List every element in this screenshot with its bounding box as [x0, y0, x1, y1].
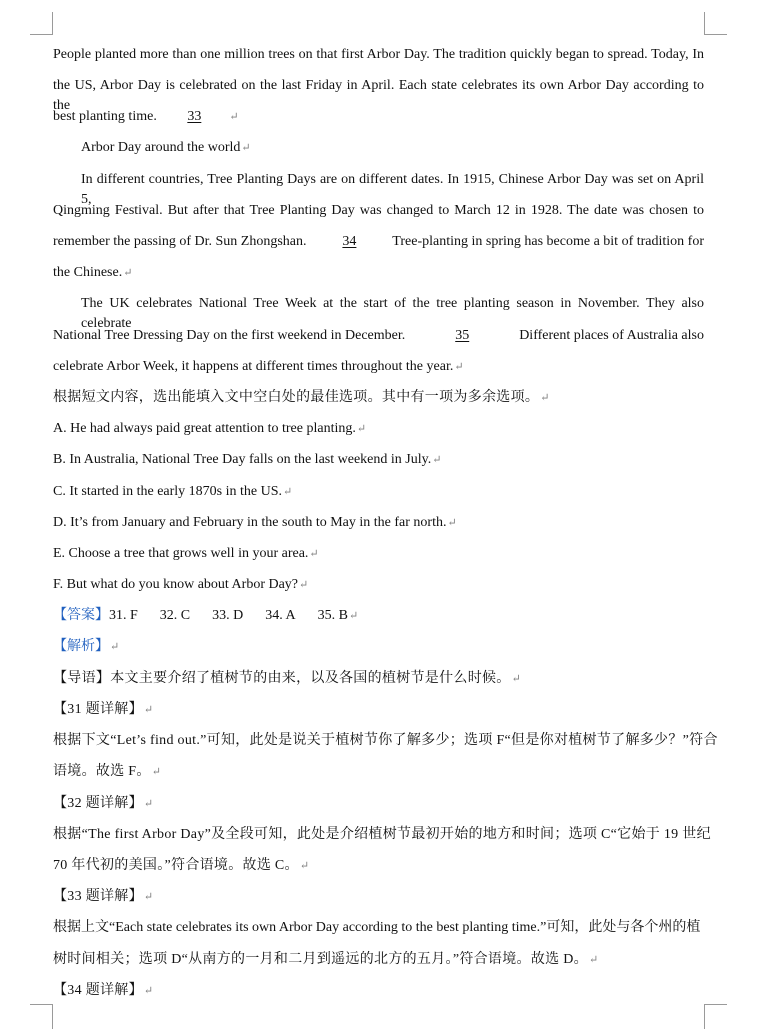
paragraph-mark-icon: ↵: [309, 548, 319, 560]
q32-line: 根据“The first Arbor Day”及全段可知，此处是介绍植树节最初开始的地方和时间；选项 C“它始于 19 世纪: [53, 827, 711, 842]
option-e: [53, 544, 704, 564]
passage-text: best planting time.: [53, 109, 157, 124]
passage-line: People planted more than one million trees on that first Arbor Day. The tradition quickly began to spread. Today, In: [53, 47, 704, 62]
paragraph-mark-icon: ↵: [143, 798, 154, 810]
passage-line: In different countries, Tree Planting Days are on different dates. In 1915, Chinese Arbor Day was set on April 5,: [81, 172, 704, 207]
q31-line: 根据下文“Let’s find out.”可知，此处是说关于植树节你了解多少；选项 F“但是你对植树节了解多少？”符合: [53, 733, 718, 748]
paragraph-mark-icon: ↵: [229, 111, 239, 123]
passage-line: Qingming Festival. But after that Tree Planting Day was changed to March 12 in 1928. The date was chosen to: [53, 203, 704, 218]
paragraph-mark-icon: ↵: [143, 891, 154, 903]
answer-item: 32. C: [159, 608, 191, 623]
q31-title-text: 【31 题详解】: [53, 702, 143, 717]
q33-title: [53, 887, 704, 907]
q33-title-text: 【33 题详解】: [53, 889, 143, 904]
passage-line: the US, Arbor Day is celebrated on the last Friday in April. Each state celebrates its own Arbor Day according to the: [53, 78, 704, 113]
answer-item: 34. A: [265, 608, 296, 623]
q32-text: 70 年代初的美国。”符合语境。故选 C。: [53, 858, 299, 873]
option-text: B. In Australia, National Tree Day falls on the last weekend in July.: [53, 452, 432, 467]
q34-title-text: 【34 题详解】: [53, 983, 143, 998]
paragraph-mark-icon: ↵: [540, 392, 550, 404]
passage-line-blank-35: [53, 326, 704, 346]
paragraph-mark-icon: ↵: [283, 486, 293, 498]
answer-item: 33. D: [212, 608, 244, 623]
instruction-text: 根据短文内容，选出能填入文中空白处的最佳选项。其中有一项为多余选项。: [53, 390, 540, 405]
q32-title-text: 【32 题详解】: [53, 796, 143, 811]
intro-label: 【导语】: [53, 671, 111, 686]
q31-text: 语境。故选 F。: [53, 764, 151, 779]
paragraph-mark-icon: ↵: [348, 610, 359, 622]
intro-line: [53, 669, 704, 689]
q32-line: [53, 856, 704, 876]
option-text: A. He had always paid great attention to tree planting.: [53, 421, 356, 436]
passage-line-blank-33: [53, 107, 704, 127]
q33-text: 树时间相关；选项 D“从南方的一月和二月到遥远的北方的五月。”符合语境。故选 D。: [53, 952, 588, 967]
q34-title: [53, 981, 704, 1001]
analysis-label: 【解析】: [53, 639, 109, 654]
subheading-text: Arbor Day around the world: [81, 140, 241, 155]
passage-text: Different places of Australia also: [519, 328, 704, 343]
blank-33: 33: [187, 109, 202, 124]
passage-text: National Tree Dressing Day on the first weekend in December.: [53, 328, 406, 343]
passage-line: [53, 263, 704, 283]
passage-text: remember the passing of Dr. Sun Zhongshan.: [53, 234, 307, 249]
passage-text: the Chinese.: [53, 265, 123, 280]
crop-mark-bottom-left: [30, 1004, 53, 1029]
q32-title: [53, 794, 704, 814]
option-a: [53, 419, 704, 439]
passage-line-blank-34: [53, 232, 704, 252]
paragraph-mark-icon: ↵: [299, 860, 310, 872]
option-text: C. It started in the early 1870s in the US.: [53, 484, 283, 499]
passage-text: Tree-planting in spring has become a bit of tradition for: [392, 234, 704, 249]
paragraph-mark-icon: ↵: [123, 267, 133, 279]
answer-item: 31. F: [109, 608, 138, 623]
paragraph-mark-icon: ↵: [356, 423, 367, 435]
paragraph-mark-icon: ↵: [454, 361, 464, 373]
answer-label: 【答案】: [53, 608, 109, 623]
crop-mark-bottom-right: [704, 1004, 727, 1029]
q31-line: [53, 762, 704, 782]
passage-text: celebrate Arbor Week, it happens at different times throughout the year.: [53, 359, 454, 374]
passage-line: The UK celebrates National Tree Week at the start of the tree planting season in November. They also celebrate: [81, 296, 704, 331]
option-f: [53, 575, 704, 595]
answer-item: 35. B: [317, 608, 348, 623]
q33-line: 根据上文“Each state celebrates its own Arbor Day according to the best planting time.”可知，此处与各个州的植: [53, 920, 701, 935]
analysis-heading: [53, 637, 704, 657]
paragraph-mark-icon: ↵: [588, 954, 599, 966]
paragraph-mark-icon: ↵: [151, 766, 162, 778]
paragraph-mark-icon: ↵: [432, 454, 442, 466]
crop-mark-top-left: [30, 12, 53, 35]
option-d: [53, 513, 704, 533]
option-text: E. Choose a tree that grows well in your area.: [53, 546, 309, 561]
intro-text: 本文主要介绍了植树节的由来，以及各国的植树节是什么时候。: [110, 671, 511, 686]
paragraph-mark-icon: ↵: [447, 517, 457, 529]
paragraph-mark-icon: ↵: [143, 985, 154, 997]
crop-mark-top-right: [704, 12, 727, 35]
blank-34: 34: [342, 234, 357, 249]
blank-35: 35: [455, 328, 470, 343]
passage-line: [53, 357, 704, 377]
subheading: [81, 138, 704, 158]
option-c: [53, 482, 704, 502]
paragraph-mark-icon: ↵: [511, 673, 522, 685]
paragraph-mark-icon: ↵: [110, 641, 120, 653]
paragraph-mark-icon: ↵: [299, 579, 309, 591]
option-text: D. It’s from January and February in the south to May in the far north.: [53, 515, 447, 530]
instruction: [53, 388, 704, 408]
q33-line: [53, 950, 704, 970]
paragraph-mark-icon: ↵: [143, 704, 154, 716]
option-b: [53, 450, 704, 470]
paragraph-mark-icon: ↵: [241, 142, 251, 154]
answer-line: [53, 606, 704, 626]
option-text: F. But what do you know about Arbor Day?: [53, 577, 299, 592]
q31-title: [53, 700, 704, 720]
